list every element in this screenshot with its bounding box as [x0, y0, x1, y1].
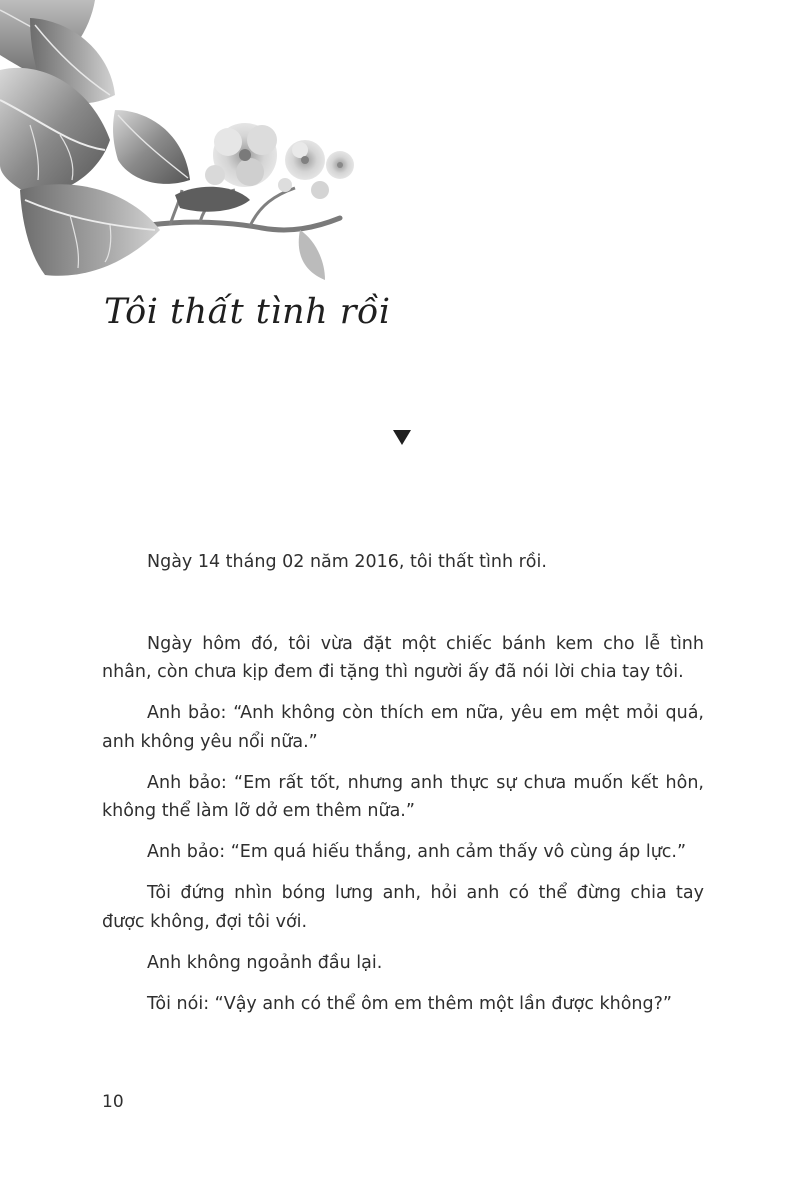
down-triangle-icon: [393, 430, 411, 445]
paragraph: Ngày hôm đó, tôi vừa đặt một chiếc bánh kem cho lễ tình nhân, còn chưa kịp đem đi tặng thì người ấy đã nói lời chia tay tôi.: [102, 633, 704, 682]
paragraph: Tôi đứng nhìn bóng lưng anh, hỏi anh có thể đừng chia tay được không, đợi tôi với.: [102, 883, 704, 932]
paragraph: Anh bảo: “Em rất tốt, nhưng anh thực sự chưa muốn kết hôn, không thể làm lỡ dở em thêm nữa.”: [102, 772, 704, 821]
leaf: [299, 230, 325, 280]
paragraph: Anh bảo: “Anh không còn thích em nữa, yêu em mệt mỏi quá, anh không yêu nổi nữa.”: [102, 703, 704, 752]
leaf: [175, 187, 250, 212]
leaf-branch-illustration: [0, 0, 370, 290]
branch-stem: [150, 218, 340, 230]
paragraph: Anh bảo: “Em quá hiếu thắng, anh cảm thấy vô cùng áp lực.”: [147, 842, 687, 862]
paragraph: Anh không ngoảnh đầu lại.: [147, 952, 383, 973]
leaf: [113, 110, 190, 184]
chapter-title: Tôi thất tình rồi: [104, 292, 391, 332]
paragraph: Tôi nói: “Vậy anh có thể ôm em thêm một lần được không?”: [147, 993, 672, 1014]
branch-twig: [250, 188, 295, 226]
paragraph: Ngày 14 tháng 02 năm 2016, tôi thất tình rồi.: [147, 552, 547, 572]
chapter-body: [102, 548, 704, 1031]
leaf: [20, 184, 160, 275]
flower-cluster: [205, 123, 354, 199]
page-number: 10: [102, 1092, 124, 1112]
